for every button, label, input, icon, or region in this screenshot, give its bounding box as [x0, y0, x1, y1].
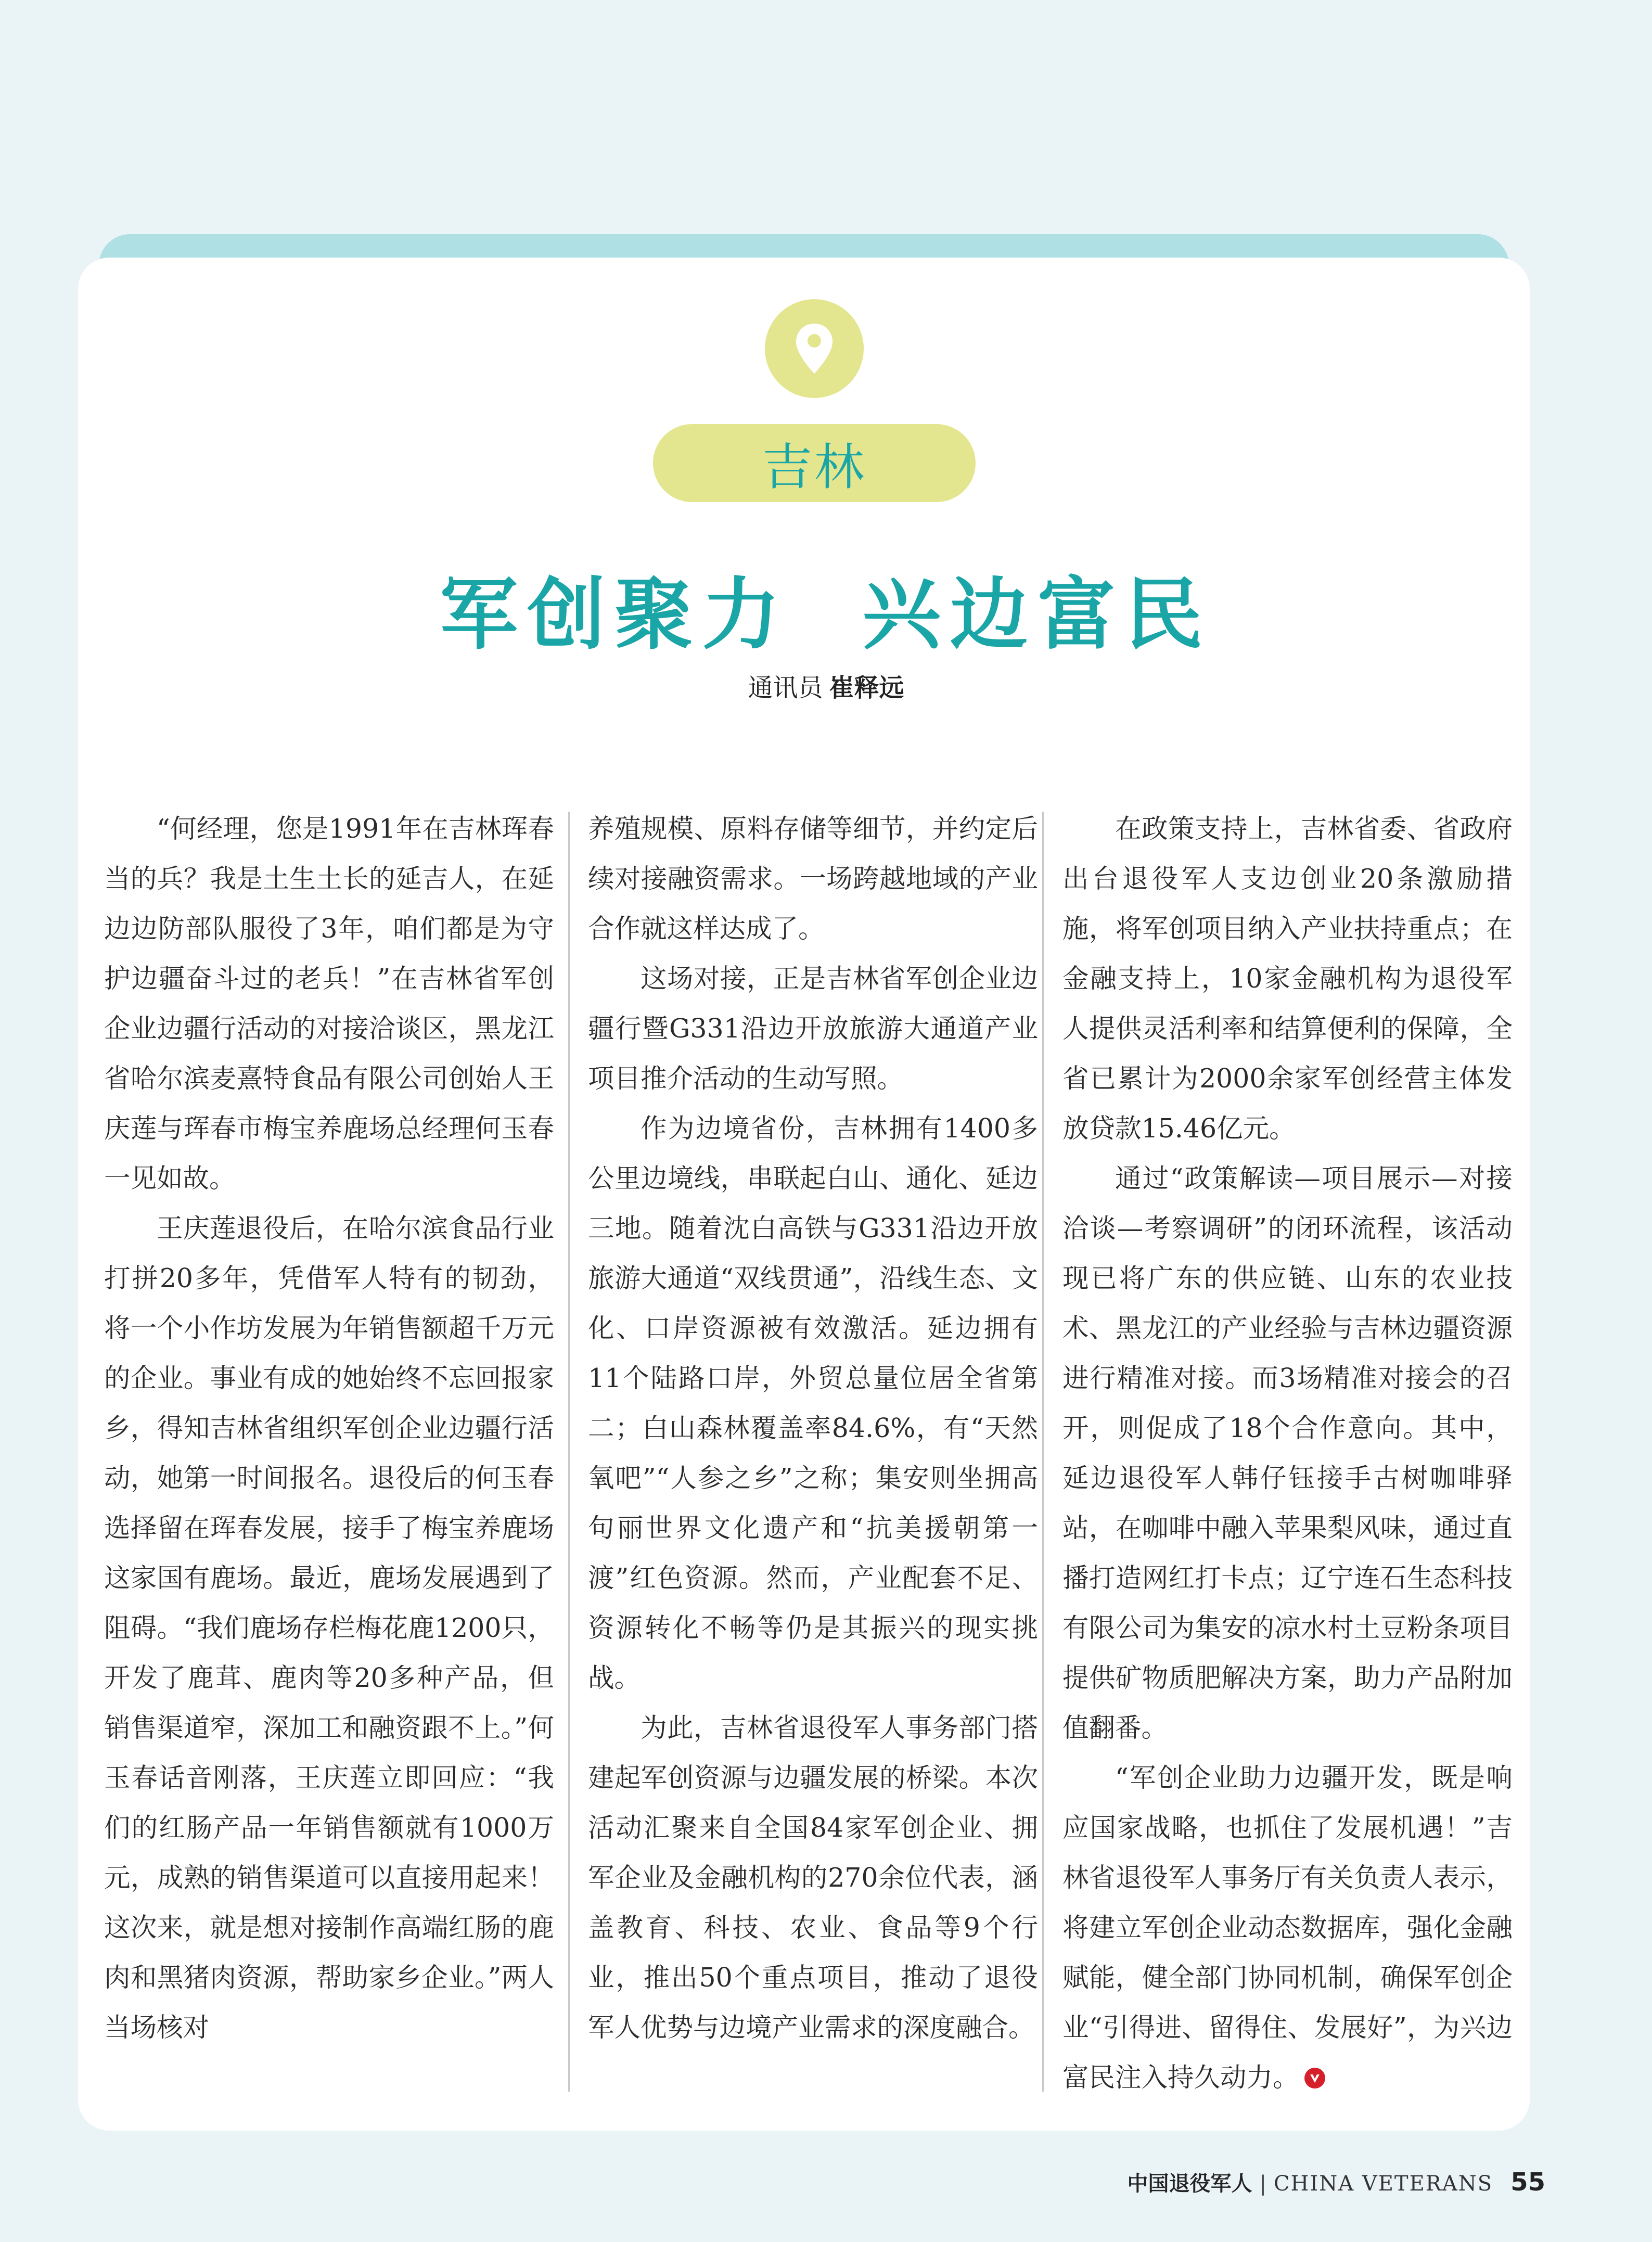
paragraph: 这场对接，正是吉林省军创企业边疆行暨G331沿边开放旅游大通道产业项目推介活动的生动写照。 — [588, 963, 1038, 1094]
paragraph: 作为边境省份，吉林拥有1400多公里边境线，串联起白山、通化、延边三地。随着沈白高铁与G331沿边开放旅游大通道“双线贯通”，沿线生态、文化、口岸资源被有效激活。延边拥有11个陆路口岸，外贸总量位居全省第二；白山森林覆盖率84.6%，有“天然氧吧”“人参之乡”之称；集安则坐拥高句丽世界文化遗产和“抗美援朝第一渡”红色资源。然而，产业配套不足、资源转化不畅等仍是其振兴的现实挑战。 — [588, 1113, 1038, 1693]
paragraph: 王庆莲退役后，在哈尔滨食品行业打拼20多年，凭借军人特有的韧劲，将一个小作坊发展为年销售额超千万元的企业。事业有成的她始终不忘回报家乡，得知吉林省组织军创企业边疆行活动，她第一时间报名。退役后的何玉春选择留在珲春发展，接手了梅宝养鹿场这家国有鹿场。最近，鹿场发展遇到了阻碍。“我们鹿场存栏梅花鹿1200只，开发了鹿茸、鹿肉等20多种产品，但销售渠道窄，深加工和融资跟不上。”何玉春话音刚落，王庆莲立即回应：“我们的红肠产品一年销售额就有1000万元，成熟的销售渠道可以直接用起来！这次来，就是想对接制作高端红肠的鹿肉和黑猪肉资源，帮助家乡企业。”两人当场核对 — [104, 1213, 554, 2043]
article-title: 军创聚力 兴边富民 — [440, 570, 1212, 660]
article-column-3 — [1062, 804, 1513, 2103]
article-column-2 — [588, 804, 1038, 2053]
paragraph: 通过“政策解读—项目展示—对接洽谈—考察调研”的闭环流程，该活动现已将广东的供应链、山东的农业技术、黑龙江的产业经验与吉林边疆资源进行精准对接。而3场精准对接会的召开，则促成了18个合作意向。其中，延边退役军人韩仔钰接手古树咖啡驿站，在咖啡中融入苹果梨风味，通过直播打造网红打卡点；辽宁连石生态科技有限公司为集安的凉水村土豆粉条项目提供矿物质肥解决方案，助力产品附加值翻番。 — [1062, 1163, 1513, 1743]
article-column-1 — [104, 804, 554, 2053]
footer-separator: | — [1259, 2172, 1266, 2196]
page-number: 55 — [1510, 2168, 1545, 2197]
region-label: 吉林 — [653, 424, 976, 502]
location-pin-icon — [796, 324, 833, 374]
paragraph: “何经理，您是1991年在吉林珲春当的兵？我是土生土长的延吉人，在延边边防部队服役了3年，咱们都是为守护边疆奋斗过的老兵！”在吉林省军创企业边疆行活动的对接洽谈区，黑龙江省哈尔滨麦熹特食品有限公司创始人王庆莲与珲春市梅宝养鹿场总经理何玉春一见如故。 — [104, 813, 554, 1194]
column-divider — [568, 812, 570, 2092]
location-badge — [765, 299, 864, 398]
byline — [0, 668, 1652, 703]
paragraph — [1062, 1753, 1513, 2103]
page-footer — [1127, 2167, 1545, 2197]
magazine-name-cn: 中国退役军人 — [1127, 2172, 1252, 2196]
magazine-name-en: CHINA VETERANS — [1273, 2172, 1493, 2196]
paragraph: 养殖规模、原料存储等细节，并约定后续对接融资需求。一场跨越地域的产业合作就这样达成了。 — [588, 813, 1038, 944]
byline-name: 崔释远 — [829, 673, 904, 702]
veterans-v-logo-icon — [1304, 2068, 1325, 2089]
paragraph-text: “军创企业助力边疆开发，既是响应国家战略，也抓住了发展机遇！”吉林省退役军人事务厅有关负责人表示，将建立军创企业动态数据库，强化金融赋能，健全部门协同机制，确保军创企业“引得进、留得住、发展好”，为兴边富民注入持久动力。 — [1062, 1762, 1513, 2093]
paragraph: 在政策支持上，吉林省委、省政府出台退役军人支边创业20条激励措施，将军创项目纳入产业扶持重点；在金融支持上，10家金融机构为退役军人提供灵活利率和结算便利的保障，全省已累计为2000余家军创经营主体发放贷款15.46亿元。 — [1062, 813, 1513, 1144]
paragraph: 为此，吉林省退役军人事务部门搭建起军创资源与边疆发展的桥梁。本次活动汇聚来自全国84家军创企业、拥军企业及金融机构的270余位代表，涵盖教育、科技、农业、食品等9个行业，推出50个重点项目，推动了退役军人优势与边境产业需求的深度融合。 — [588, 1712, 1038, 2043]
column-divider — [1042, 812, 1044, 2092]
byline-role: 通讯员 — [748, 673, 823, 702]
